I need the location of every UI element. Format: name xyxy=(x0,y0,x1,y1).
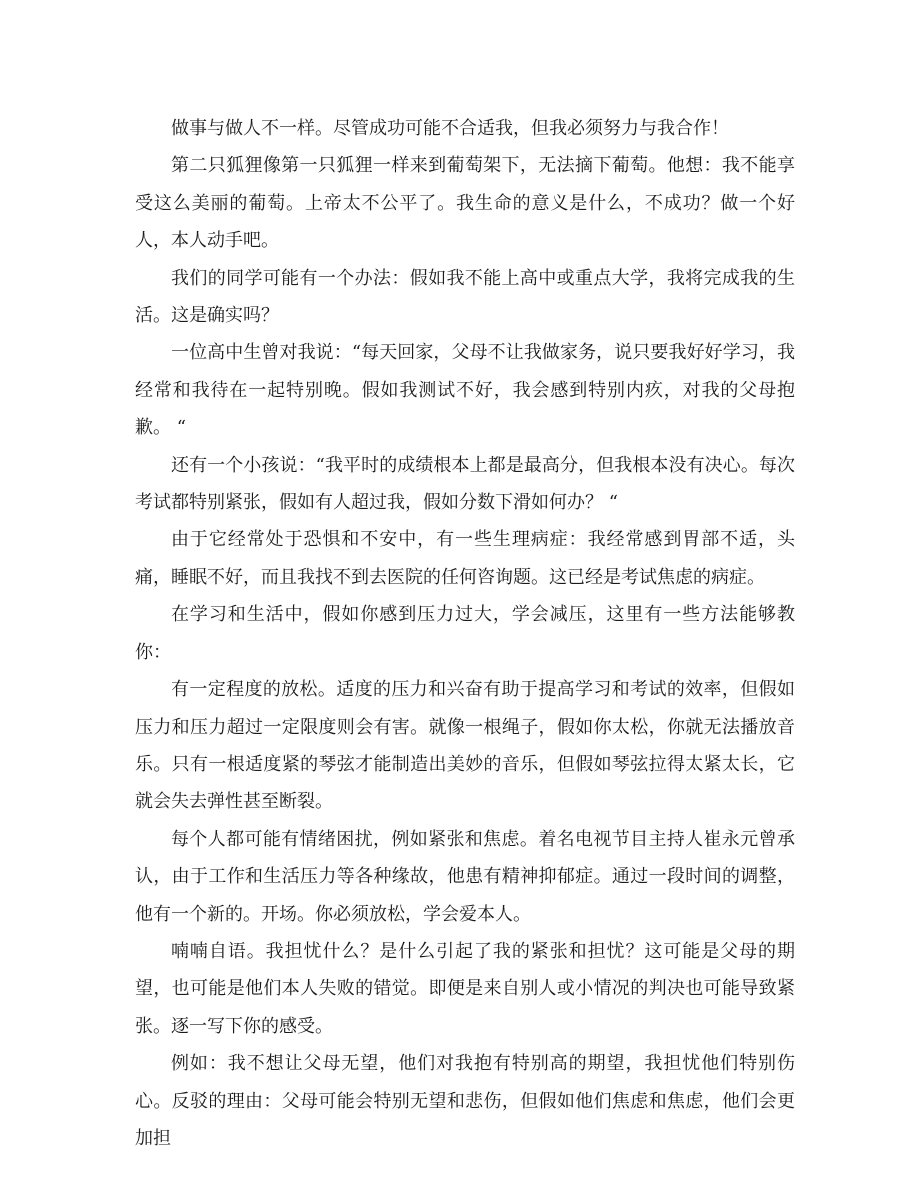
paragraph: 每个人都可能有情绪困扰，例如紧张和焦虑。着名电视节目主持人崔永元曾承认，由于工作和生活压力等各种缘故，他患有精神抑郁症。通过一段时间的调整，他有一个新的。开场。你必须放松，学会爱本人。 xyxy=(135,828,795,925)
paragraph: 我们的同学可能有一个办法：假如我不能上高中或重点大学，我将完成我的生活。这是确实吗？ xyxy=(135,267,795,327)
paragraph: 一位高中生曾对我说：“每天回家，父母不让我做家务，说只要我好好学习，我经常和我待在一起特别晚。假如我测试不好，我会感到特别内疚，对我的父母抱歉。 “ xyxy=(135,342,795,439)
paragraph: 第二只狐狸像第一只狐狸一样来到葡萄架下，无法摘下葡萄。他想：我不能享受这么美丽的葡萄。上帝太不公平了。我生命的意义是什么，不成功？做一个好人，本人动手吧。 xyxy=(135,155,795,252)
document-body xyxy=(135,110,795,1157)
paragraph: 有一定程度的放松。适度的压力和兴奋有助于提高学习和考试的效率，但假如压力和压力超过一定限度则会有害。就像一根绳子，假如你太松，你就无法播放音乐。只有一根适度紧的琴弦才能制造出美妙的音乐，但假如琴弦拉得太紧太长，它就会失去弹性甚至断裂。 xyxy=(135,679,795,813)
paragraph: 例如：我不想让父母无望，他们对我抱有特别高的期望，我担忧他们特别伤心。反驳的理由：父母可能会特别无望和悲伤，但假如他们焦虑和焦虑，他们会更加担 xyxy=(135,1053,795,1149)
paragraph: 喃喃自语。我担忧什么？是什么引起了我的紧张和担忧？这可能是父母的期望，也可能是他们本人失败的错觉。即便是来自别人或小情况的判决也可能导致紧张。逐一写下你的感受。 xyxy=(135,940,795,1037)
paragraph: 做事与做人不一样。尽管成功可能不合适我，但我必须努力与我合作！ xyxy=(171,118,729,139)
paragraph: 在学习和生活中，假如你感到压力过大，学会减压，这里有一些方法能够教你： xyxy=(135,604,795,663)
paragraph: 还有一个小孩说：“我平时的成绩根本上都是最高分，但我根本没有决心。每次考试都特别紧张，假如有人超过我，假如分数下滑如何办？ “ xyxy=(135,454,795,514)
paragraph: 由于它经常处于恐惧和不安中，有一些生理病症：我经常感到胃部不适，头痛，睡眠不好，而且我找不到去医院的任何咨询题。这已经是考试焦虑的病症。 xyxy=(135,529,795,588)
